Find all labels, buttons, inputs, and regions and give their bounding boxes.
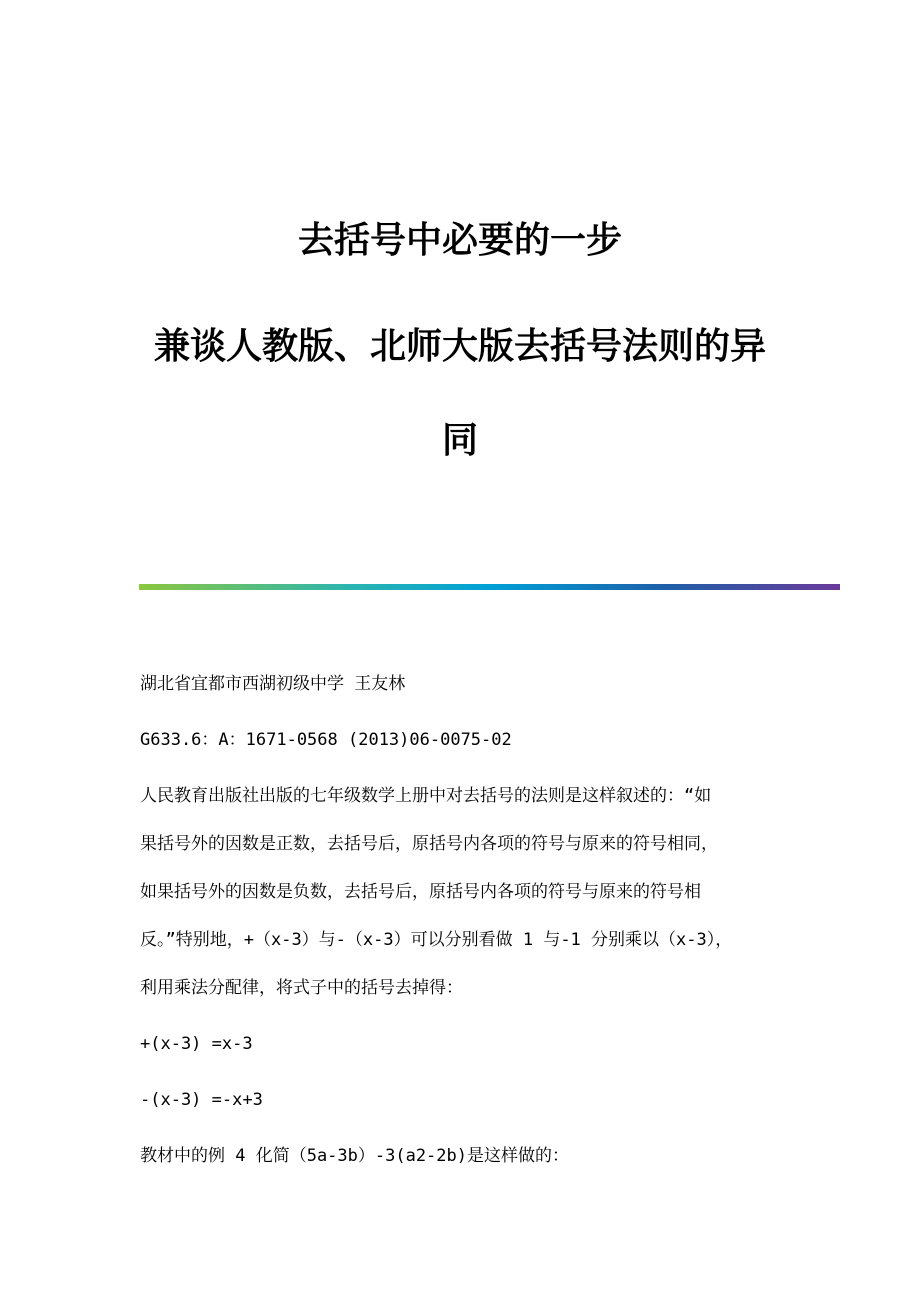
title-line-3: 同 bbox=[441, 419, 478, 461]
paragraph-line: 如果括号外的因数是负数，去括号后，原括号内各项的符号与原来的符号相 bbox=[140, 882, 701, 902]
paragraph-line: 反。”特别地，+（x-3）与-（x-3）可以分别看做 1 与-1 分别乘以（x-3）， bbox=[140, 930, 733, 950]
example-line: 教材中的例 4 化简（5a-3b）-3(a2-2b)是这样做的： bbox=[140, 1146, 569, 1166]
paragraph-line: 果括号外的因数是正数，去括号后，原括号内各项的符号与原来的符号相同， bbox=[140, 834, 718, 854]
formula-line: -(x-3) =-x+3 bbox=[140, 1090, 263, 1110]
paragraph-line: 人民教育出版社出版的七年级数学上册中对去括号的法则是这样叙述的：“如 bbox=[140, 786, 712, 806]
classification-code: G633.6：A：1671-0568 (2013)06-0075-02 bbox=[140, 730, 512, 750]
title-line-1: 去括号中必要的一步 bbox=[297, 219, 622, 261]
title-line-2: 兼谈人教版、北师大版去括号法则的异 bbox=[153, 325, 766, 367]
formula-line: +(x-3) =x-3 bbox=[140, 1034, 253, 1054]
author-affiliation: 湖北省宜都市西湖初级中学 王友林 bbox=[140, 674, 406, 694]
gradient-divider bbox=[139, 584, 840, 590]
paragraph-line: 利用乘法分配律，将式子中的括号去掉得： bbox=[140, 978, 463, 998]
